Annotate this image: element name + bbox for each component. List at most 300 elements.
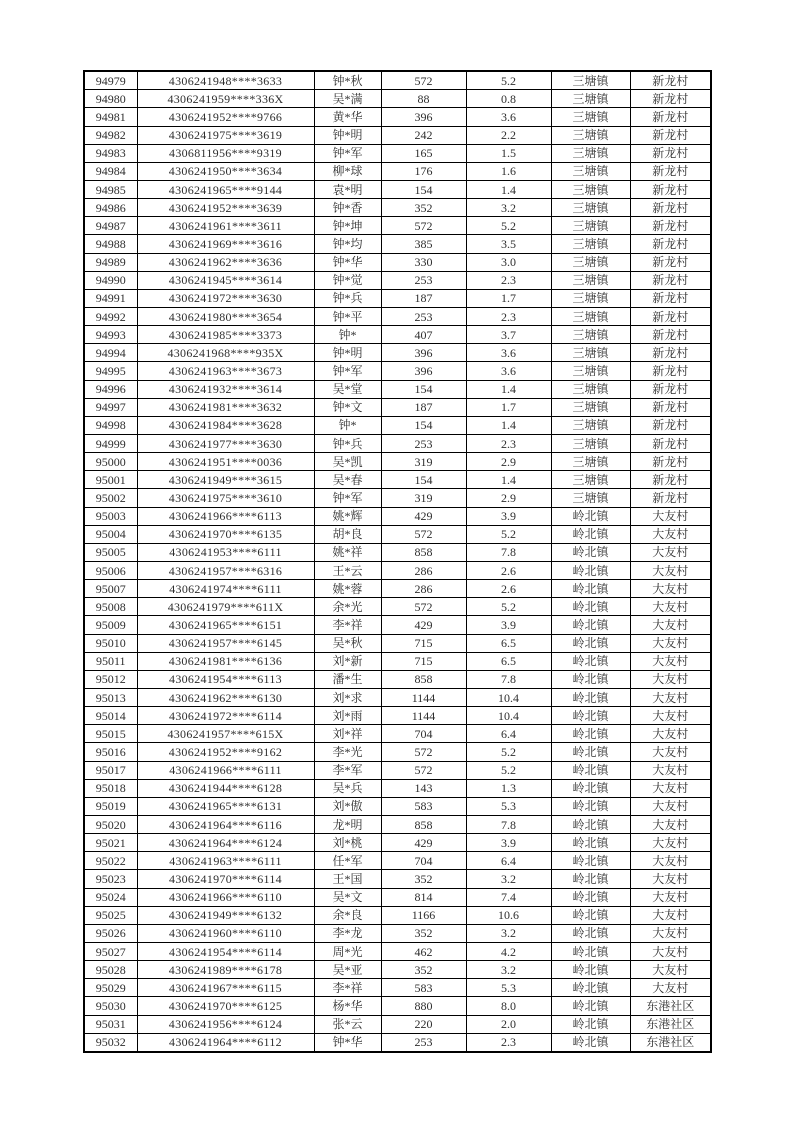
cell-id-masked: 4306241966****6110 bbox=[137, 888, 314, 906]
cell-seq: 95016 bbox=[84, 743, 137, 761]
cell-town: 三塘镇 bbox=[551, 271, 630, 289]
cell-value2: 3.2 bbox=[466, 924, 551, 942]
cell-value1: 176 bbox=[381, 162, 466, 180]
cell-name: 吴*满 bbox=[314, 90, 381, 108]
cell-village: 大友村 bbox=[630, 779, 711, 797]
cell-town: 三塘镇 bbox=[551, 453, 630, 471]
cell-name: 李*龙 bbox=[314, 924, 381, 942]
cell-value2: 6.5 bbox=[466, 634, 551, 652]
table-row bbox=[84, 888, 711, 906]
cell-village: 新龙村 bbox=[630, 181, 711, 199]
cell-value1: 429 bbox=[381, 616, 466, 634]
cell-value2: 6.5 bbox=[466, 652, 551, 670]
table-row bbox=[84, 670, 711, 688]
cell-village: 大友村 bbox=[630, 888, 711, 906]
cell-name: 潘*生 bbox=[314, 670, 381, 688]
cell-town: 三塘镇 bbox=[551, 471, 630, 489]
cell-id-masked: 4306241981****6136 bbox=[137, 652, 314, 670]
cell-value2: 7.8 bbox=[466, 670, 551, 688]
table-row bbox=[84, 453, 711, 471]
cell-id-masked: 4306241977****3630 bbox=[137, 435, 314, 453]
cell-value1: 242 bbox=[381, 126, 466, 144]
cell-village: 大友村 bbox=[630, 561, 711, 579]
cell-seq: 95014 bbox=[84, 707, 137, 725]
cell-name: 钟*均 bbox=[314, 235, 381, 253]
table-row bbox=[84, 779, 711, 797]
cell-value1: 319 bbox=[381, 453, 466, 471]
table-row bbox=[84, 126, 711, 144]
cell-town: 岭北镇 bbox=[551, 598, 630, 616]
cell-value1: 352 bbox=[381, 199, 466, 217]
cell-name: 钟* bbox=[314, 416, 381, 434]
cell-value1: 429 bbox=[381, 834, 466, 852]
cell-id-masked: 4306241952****9766 bbox=[137, 108, 314, 126]
cell-village: 大友村 bbox=[630, 979, 711, 997]
cell-value2: 10.6 bbox=[466, 906, 551, 924]
cell-name: 钟*兵 bbox=[314, 435, 381, 453]
cell-town: 三塘镇 bbox=[551, 380, 630, 398]
cell-seq: 95032 bbox=[84, 1033, 137, 1052]
cell-town: 岭北镇 bbox=[551, 670, 630, 688]
table-row bbox=[84, 815, 711, 833]
cell-value1: 704 bbox=[381, 852, 466, 870]
cell-id-masked: 4306241932****3614 bbox=[137, 380, 314, 398]
table-row bbox=[84, 507, 711, 525]
cell-value2: 2.6 bbox=[466, 580, 551, 598]
table-row bbox=[84, 797, 711, 815]
cell-name: 姚*祥 bbox=[314, 543, 381, 561]
cell-id-masked: 4306241964****6116 bbox=[137, 815, 314, 833]
cell-id-masked: 4306241962****3636 bbox=[137, 253, 314, 271]
cell-value2: 1.5 bbox=[466, 144, 551, 162]
cell-value1: 253 bbox=[381, 1033, 466, 1052]
cell-village: 大友村 bbox=[630, 834, 711, 852]
cell-name: 余*良 bbox=[314, 906, 381, 924]
cell-id-masked: 4306241965****9144 bbox=[137, 181, 314, 199]
cell-town: 岭北镇 bbox=[551, 1015, 630, 1033]
cell-name: 吴*堂 bbox=[314, 380, 381, 398]
cell-value2: 5.2 bbox=[466, 217, 551, 235]
cell-town: 岭北镇 bbox=[551, 725, 630, 743]
cell-name: 刘*桃 bbox=[314, 834, 381, 852]
cell-id-masked: 4306241963****6111 bbox=[137, 852, 314, 870]
table-row bbox=[84, 253, 711, 271]
cell-village: 新龙村 bbox=[630, 489, 711, 507]
cell-value1: 187 bbox=[381, 289, 466, 307]
cell-name: 刘*雨 bbox=[314, 707, 381, 725]
cell-village: 新龙村 bbox=[630, 362, 711, 380]
table-row bbox=[84, 435, 711, 453]
cell-town: 三塘镇 bbox=[551, 181, 630, 199]
cell-seq: 94987 bbox=[84, 217, 137, 235]
cell-village: 大友村 bbox=[630, 761, 711, 779]
cell-seq: 95010 bbox=[84, 634, 137, 652]
cell-name: 钟* bbox=[314, 326, 381, 344]
cell-seq: 94989 bbox=[84, 253, 137, 271]
table-row bbox=[84, 906, 711, 924]
cell-value1: 858 bbox=[381, 543, 466, 561]
cell-village: 大友村 bbox=[630, 743, 711, 761]
cell-id-masked: 4306241950****3634 bbox=[137, 162, 314, 180]
cell-value2: 2.9 bbox=[466, 453, 551, 471]
cell-town: 岭北镇 bbox=[551, 688, 630, 706]
cell-name: 吴*春 bbox=[314, 471, 381, 489]
cell-town: 三塘镇 bbox=[551, 162, 630, 180]
table-row bbox=[84, 979, 711, 997]
cell-name: 柳*球 bbox=[314, 162, 381, 180]
cell-village: 大友村 bbox=[630, 906, 711, 924]
cell-village: 东港社区 bbox=[630, 1015, 711, 1033]
cell-value2: 5.2 bbox=[466, 598, 551, 616]
cell-value1: 583 bbox=[381, 797, 466, 815]
cell-value1: 88 bbox=[381, 90, 466, 108]
cell-name: 钟*华 bbox=[314, 253, 381, 271]
cell-name: 周*光 bbox=[314, 942, 381, 960]
cell-id-masked: 4306241972****3630 bbox=[137, 289, 314, 307]
cell-value2: 3.6 bbox=[466, 108, 551, 126]
cell-value2: 1.6 bbox=[466, 162, 551, 180]
cell-id-masked: 4306241945****3614 bbox=[137, 271, 314, 289]
cell-seq: 95005 bbox=[84, 543, 137, 561]
cell-seq: 94980 bbox=[84, 90, 137, 108]
cell-value1: 396 bbox=[381, 344, 466, 362]
cell-id-masked: 4306241970****6125 bbox=[137, 997, 314, 1015]
cell-value1: 572 bbox=[381, 525, 466, 543]
cell-seq: 94994 bbox=[84, 344, 137, 362]
cell-id-masked: 4306241979****611X bbox=[137, 598, 314, 616]
cell-value1: 572 bbox=[381, 71, 466, 90]
cell-value2: 1.4 bbox=[466, 380, 551, 398]
cell-village: 大友村 bbox=[630, 688, 711, 706]
cell-name: 钟*明 bbox=[314, 344, 381, 362]
cell-value1: 165 bbox=[381, 144, 466, 162]
cell-village: 新龙村 bbox=[630, 253, 711, 271]
cell-town: 三塘镇 bbox=[551, 71, 630, 90]
cell-value1: 154 bbox=[381, 416, 466, 434]
cell-name: 姚*蓉 bbox=[314, 580, 381, 598]
cell-id-masked: 4306241980****3654 bbox=[137, 308, 314, 326]
cell-id-masked: 4306241954****6114 bbox=[137, 942, 314, 960]
cell-seq: 95000 bbox=[84, 453, 137, 471]
cell-town: 岭北镇 bbox=[551, 797, 630, 815]
cell-id-masked: 4306241960****6110 bbox=[137, 924, 314, 942]
cell-seq: 94982 bbox=[84, 126, 137, 144]
table-row bbox=[84, 688, 711, 706]
cell-id-masked: 4306241967****6115 bbox=[137, 979, 314, 997]
cell-id-masked: 4306241956****6124 bbox=[137, 1015, 314, 1033]
cell-value1: 583 bbox=[381, 979, 466, 997]
cell-value1: 1166 bbox=[381, 906, 466, 924]
cell-value1: 330 bbox=[381, 253, 466, 271]
cell-village: 新龙村 bbox=[630, 217, 711, 235]
cell-name: 钟*香 bbox=[314, 199, 381, 217]
cell-value2: 10.4 bbox=[466, 688, 551, 706]
cell-value2: 3.6 bbox=[466, 362, 551, 380]
cell-name: 钟*军 bbox=[314, 144, 381, 162]
cell-name: 李*军 bbox=[314, 761, 381, 779]
table-row bbox=[84, 1015, 711, 1033]
cell-name: 姚*辉 bbox=[314, 507, 381, 525]
cell-town: 三塘镇 bbox=[551, 199, 630, 217]
table-row bbox=[84, 271, 711, 289]
cell-town: 三塘镇 bbox=[551, 435, 630, 453]
cell-seq: 95009 bbox=[84, 616, 137, 634]
cell-village: 新龙村 bbox=[630, 398, 711, 416]
table-row bbox=[84, 870, 711, 888]
table-row bbox=[84, 308, 711, 326]
cell-id-masked: 4306241951****0036 bbox=[137, 453, 314, 471]
cell-seq: 95006 bbox=[84, 561, 137, 579]
cell-value1: 396 bbox=[381, 362, 466, 380]
cell-value1: 154 bbox=[381, 181, 466, 199]
cell-seq: 95026 bbox=[84, 924, 137, 942]
cell-village: 新龙村 bbox=[630, 126, 711, 144]
cell-village: 大友村 bbox=[630, 961, 711, 979]
cell-seq: 94983 bbox=[84, 144, 137, 162]
cell-name: 吴*文 bbox=[314, 888, 381, 906]
cell-value2: 5.2 bbox=[466, 743, 551, 761]
table-row bbox=[84, 471, 711, 489]
cell-id-masked: 4306241966****6111 bbox=[137, 761, 314, 779]
cell-name: 钟*文 bbox=[314, 398, 381, 416]
table-row bbox=[84, 725, 711, 743]
cell-village: 新龙村 bbox=[630, 308, 711, 326]
cell-name: 张*云 bbox=[314, 1015, 381, 1033]
cell-value2: 1.4 bbox=[466, 416, 551, 434]
cell-id-masked: 4306241989****6178 bbox=[137, 961, 314, 979]
cell-town: 岭北镇 bbox=[551, 580, 630, 598]
cell-value2: 1.7 bbox=[466, 289, 551, 307]
table-row bbox=[84, 235, 711, 253]
cell-village: 大友村 bbox=[630, 725, 711, 743]
cell-id-masked: 4306241961****3611 bbox=[137, 217, 314, 235]
cell-village: 东港社区 bbox=[630, 1033, 711, 1052]
cell-value2: 3.7 bbox=[466, 326, 551, 344]
cell-seq: 94992 bbox=[84, 308, 137, 326]
cell-town: 岭北镇 bbox=[551, 616, 630, 634]
table-row bbox=[84, 942, 711, 960]
cell-town: 岭北镇 bbox=[551, 852, 630, 870]
cell-value1: 253 bbox=[381, 435, 466, 453]
table-row bbox=[84, 71, 711, 90]
cell-village: 新龙村 bbox=[630, 90, 711, 108]
cell-value2: 7.8 bbox=[466, 815, 551, 833]
cell-seq: 95028 bbox=[84, 961, 137, 979]
cell-id-masked: 4306241964****6112 bbox=[137, 1033, 314, 1052]
cell-town: 岭北镇 bbox=[551, 652, 630, 670]
cell-town: 岭北镇 bbox=[551, 779, 630, 797]
cell-name: 钟*坤 bbox=[314, 217, 381, 235]
cell-id-masked: 4306241970****6114 bbox=[137, 870, 314, 888]
cell-village: 新龙村 bbox=[630, 271, 711, 289]
cell-seq: 95015 bbox=[84, 725, 137, 743]
cell-name: 胡*良 bbox=[314, 525, 381, 543]
table-row bbox=[84, 580, 711, 598]
cell-value1: 858 bbox=[381, 670, 466, 688]
cell-name: 刘*新 bbox=[314, 652, 381, 670]
cell-id-masked: 4306241957****6316 bbox=[137, 561, 314, 579]
cell-value1: 858 bbox=[381, 815, 466, 833]
cell-town: 三塘镇 bbox=[551, 416, 630, 434]
cell-name: 刘*傲 bbox=[314, 797, 381, 815]
cell-village: 大友村 bbox=[630, 815, 711, 833]
cell-village: 大友村 bbox=[630, 924, 711, 942]
cell-village: 大友村 bbox=[630, 942, 711, 960]
cell-seq: 95029 bbox=[84, 979, 137, 997]
cell-town: 岭北镇 bbox=[551, 561, 630, 579]
cell-town: 岭北镇 bbox=[551, 507, 630, 525]
cell-seq: 94981 bbox=[84, 108, 137, 126]
cell-value1: 286 bbox=[381, 561, 466, 579]
cell-town: 三塘镇 bbox=[551, 126, 630, 144]
cell-seq: 94998 bbox=[84, 416, 137, 434]
table-row bbox=[84, 834, 711, 852]
cell-value1: 704 bbox=[381, 725, 466, 743]
cell-name: 李*光 bbox=[314, 743, 381, 761]
table-row bbox=[84, 326, 711, 344]
cell-id-masked: 4306241969****3616 bbox=[137, 235, 314, 253]
cell-id-masked: 4306241968****935X bbox=[137, 344, 314, 362]
cell-id-masked: 4306241984****3628 bbox=[137, 416, 314, 434]
cell-village: 新龙村 bbox=[630, 471, 711, 489]
cell-value1: 1144 bbox=[381, 707, 466, 725]
cell-town: 三塘镇 bbox=[551, 253, 630, 271]
table-row bbox=[84, 162, 711, 180]
table-row bbox=[84, 398, 711, 416]
cell-name: 余*光 bbox=[314, 598, 381, 616]
cell-seq: 94986 bbox=[84, 199, 137, 217]
cell-seq: 95002 bbox=[84, 489, 137, 507]
cell-seq: 94995 bbox=[84, 362, 137, 380]
cell-value2: 3.5 bbox=[466, 235, 551, 253]
cell-seq: 95003 bbox=[84, 507, 137, 525]
table-row bbox=[84, 144, 711, 162]
cell-village: 大友村 bbox=[630, 507, 711, 525]
table-body bbox=[84, 71, 711, 1052]
cell-id-masked: 4306241965****6131 bbox=[137, 797, 314, 815]
cell-value2: 7.4 bbox=[466, 888, 551, 906]
cell-name: 吴*亚 bbox=[314, 961, 381, 979]
cell-town: 岭北镇 bbox=[551, 924, 630, 942]
cell-seq: 94999 bbox=[84, 435, 137, 453]
cell-seq: 95008 bbox=[84, 598, 137, 616]
cell-id-masked: 4306241964****6124 bbox=[137, 834, 314, 852]
table-row bbox=[84, 1033, 711, 1052]
cell-name: 刘*求 bbox=[314, 688, 381, 706]
table-row bbox=[84, 924, 711, 942]
cell-name: 王*国 bbox=[314, 870, 381, 888]
cell-town: 岭北镇 bbox=[551, 761, 630, 779]
cell-name: 王*云 bbox=[314, 561, 381, 579]
cell-value1: 715 bbox=[381, 652, 466, 670]
cell-village: 大友村 bbox=[630, 670, 711, 688]
cell-value2: 6.4 bbox=[466, 852, 551, 870]
cell-value2: 5.3 bbox=[466, 979, 551, 997]
cell-village: 大友村 bbox=[630, 598, 711, 616]
cell-name: 袁*明 bbox=[314, 181, 381, 199]
cell-id-masked: 4306241944****6128 bbox=[137, 779, 314, 797]
cell-town: 岭北镇 bbox=[551, 834, 630, 852]
cell-name: 钟*华 bbox=[314, 1033, 381, 1052]
cell-value1: 407 bbox=[381, 326, 466, 344]
cell-value2: 3.0 bbox=[466, 253, 551, 271]
cell-value1: 319 bbox=[381, 489, 466, 507]
cell-town: 岭北镇 bbox=[551, 707, 630, 725]
cell-value2: 2.6 bbox=[466, 561, 551, 579]
cell-seq: 95020 bbox=[84, 815, 137, 833]
cell-town: 岭北镇 bbox=[551, 888, 630, 906]
cell-id-masked: 4306241963****3673 bbox=[137, 362, 314, 380]
cell-name: 吴*兵 bbox=[314, 779, 381, 797]
cell-town: 三塘镇 bbox=[551, 235, 630, 253]
table-row bbox=[84, 961, 711, 979]
cell-value2: 6.4 bbox=[466, 725, 551, 743]
table-row bbox=[84, 525, 711, 543]
cell-value2: 3.6 bbox=[466, 344, 551, 362]
cell-name: 杨*华 bbox=[314, 997, 381, 1015]
cell-value1: 220 bbox=[381, 1015, 466, 1033]
cell-village: 新龙村 bbox=[630, 326, 711, 344]
cell-value1: 352 bbox=[381, 870, 466, 888]
cell-town: 岭北镇 bbox=[551, 942, 630, 960]
table-row bbox=[84, 997, 711, 1015]
table-row bbox=[84, 199, 711, 217]
cell-id-masked: 4306241975****3610 bbox=[137, 489, 314, 507]
cell-value2: 3.2 bbox=[466, 199, 551, 217]
cell-seq: 94991 bbox=[84, 289, 137, 307]
cell-town: 岭北镇 bbox=[551, 1033, 630, 1052]
table-row bbox=[84, 634, 711, 652]
cell-town: 岭北镇 bbox=[551, 634, 630, 652]
cell-seq: 95013 bbox=[84, 688, 137, 706]
cell-value1: 154 bbox=[381, 380, 466, 398]
cell-seq: 95011 bbox=[84, 652, 137, 670]
cell-value1: 572 bbox=[381, 743, 466, 761]
table-row bbox=[84, 543, 711, 561]
cell-town: 岭北镇 bbox=[551, 906, 630, 924]
cell-value2: 2.9 bbox=[466, 489, 551, 507]
cell-village: 大友村 bbox=[630, 652, 711, 670]
cell-seq: 95025 bbox=[84, 906, 137, 924]
cell-seq: 95018 bbox=[84, 779, 137, 797]
cell-seq: 95031 bbox=[84, 1015, 137, 1033]
cell-value2: 2.3 bbox=[466, 271, 551, 289]
cell-value1: 715 bbox=[381, 634, 466, 652]
cell-town: 三塘镇 bbox=[551, 289, 630, 307]
cell-id-masked: 4306241953****6111 bbox=[137, 543, 314, 561]
cell-village: 新龙村 bbox=[630, 453, 711, 471]
cell-value1: 385 bbox=[381, 235, 466, 253]
cell-town: 三塘镇 bbox=[551, 90, 630, 108]
cell-id-masked: 4306241981****3632 bbox=[137, 398, 314, 416]
cell-value1: 429 bbox=[381, 507, 466, 525]
table-row bbox=[84, 489, 711, 507]
cell-name: 李*祥 bbox=[314, 616, 381, 634]
cell-village: 新龙村 bbox=[630, 199, 711, 217]
cell-town: 岭北镇 bbox=[551, 543, 630, 561]
table-row bbox=[84, 217, 711, 235]
cell-town: 岭北镇 bbox=[551, 525, 630, 543]
cell-value2: 5.2 bbox=[466, 71, 551, 90]
table-row bbox=[84, 652, 711, 670]
cell-id-masked: 4306241952****9162 bbox=[137, 743, 314, 761]
cell-id-masked: 4306241957****615X bbox=[137, 725, 314, 743]
cell-id-masked: 4306241972****6114 bbox=[137, 707, 314, 725]
cell-village: 新龙村 bbox=[630, 71, 711, 90]
cell-value2: 3.9 bbox=[466, 616, 551, 634]
cell-village: 东港社区 bbox=[630, 997, 711, 1015]
cell-seq: 95012 bbox=[84, 670, 137, 688]
